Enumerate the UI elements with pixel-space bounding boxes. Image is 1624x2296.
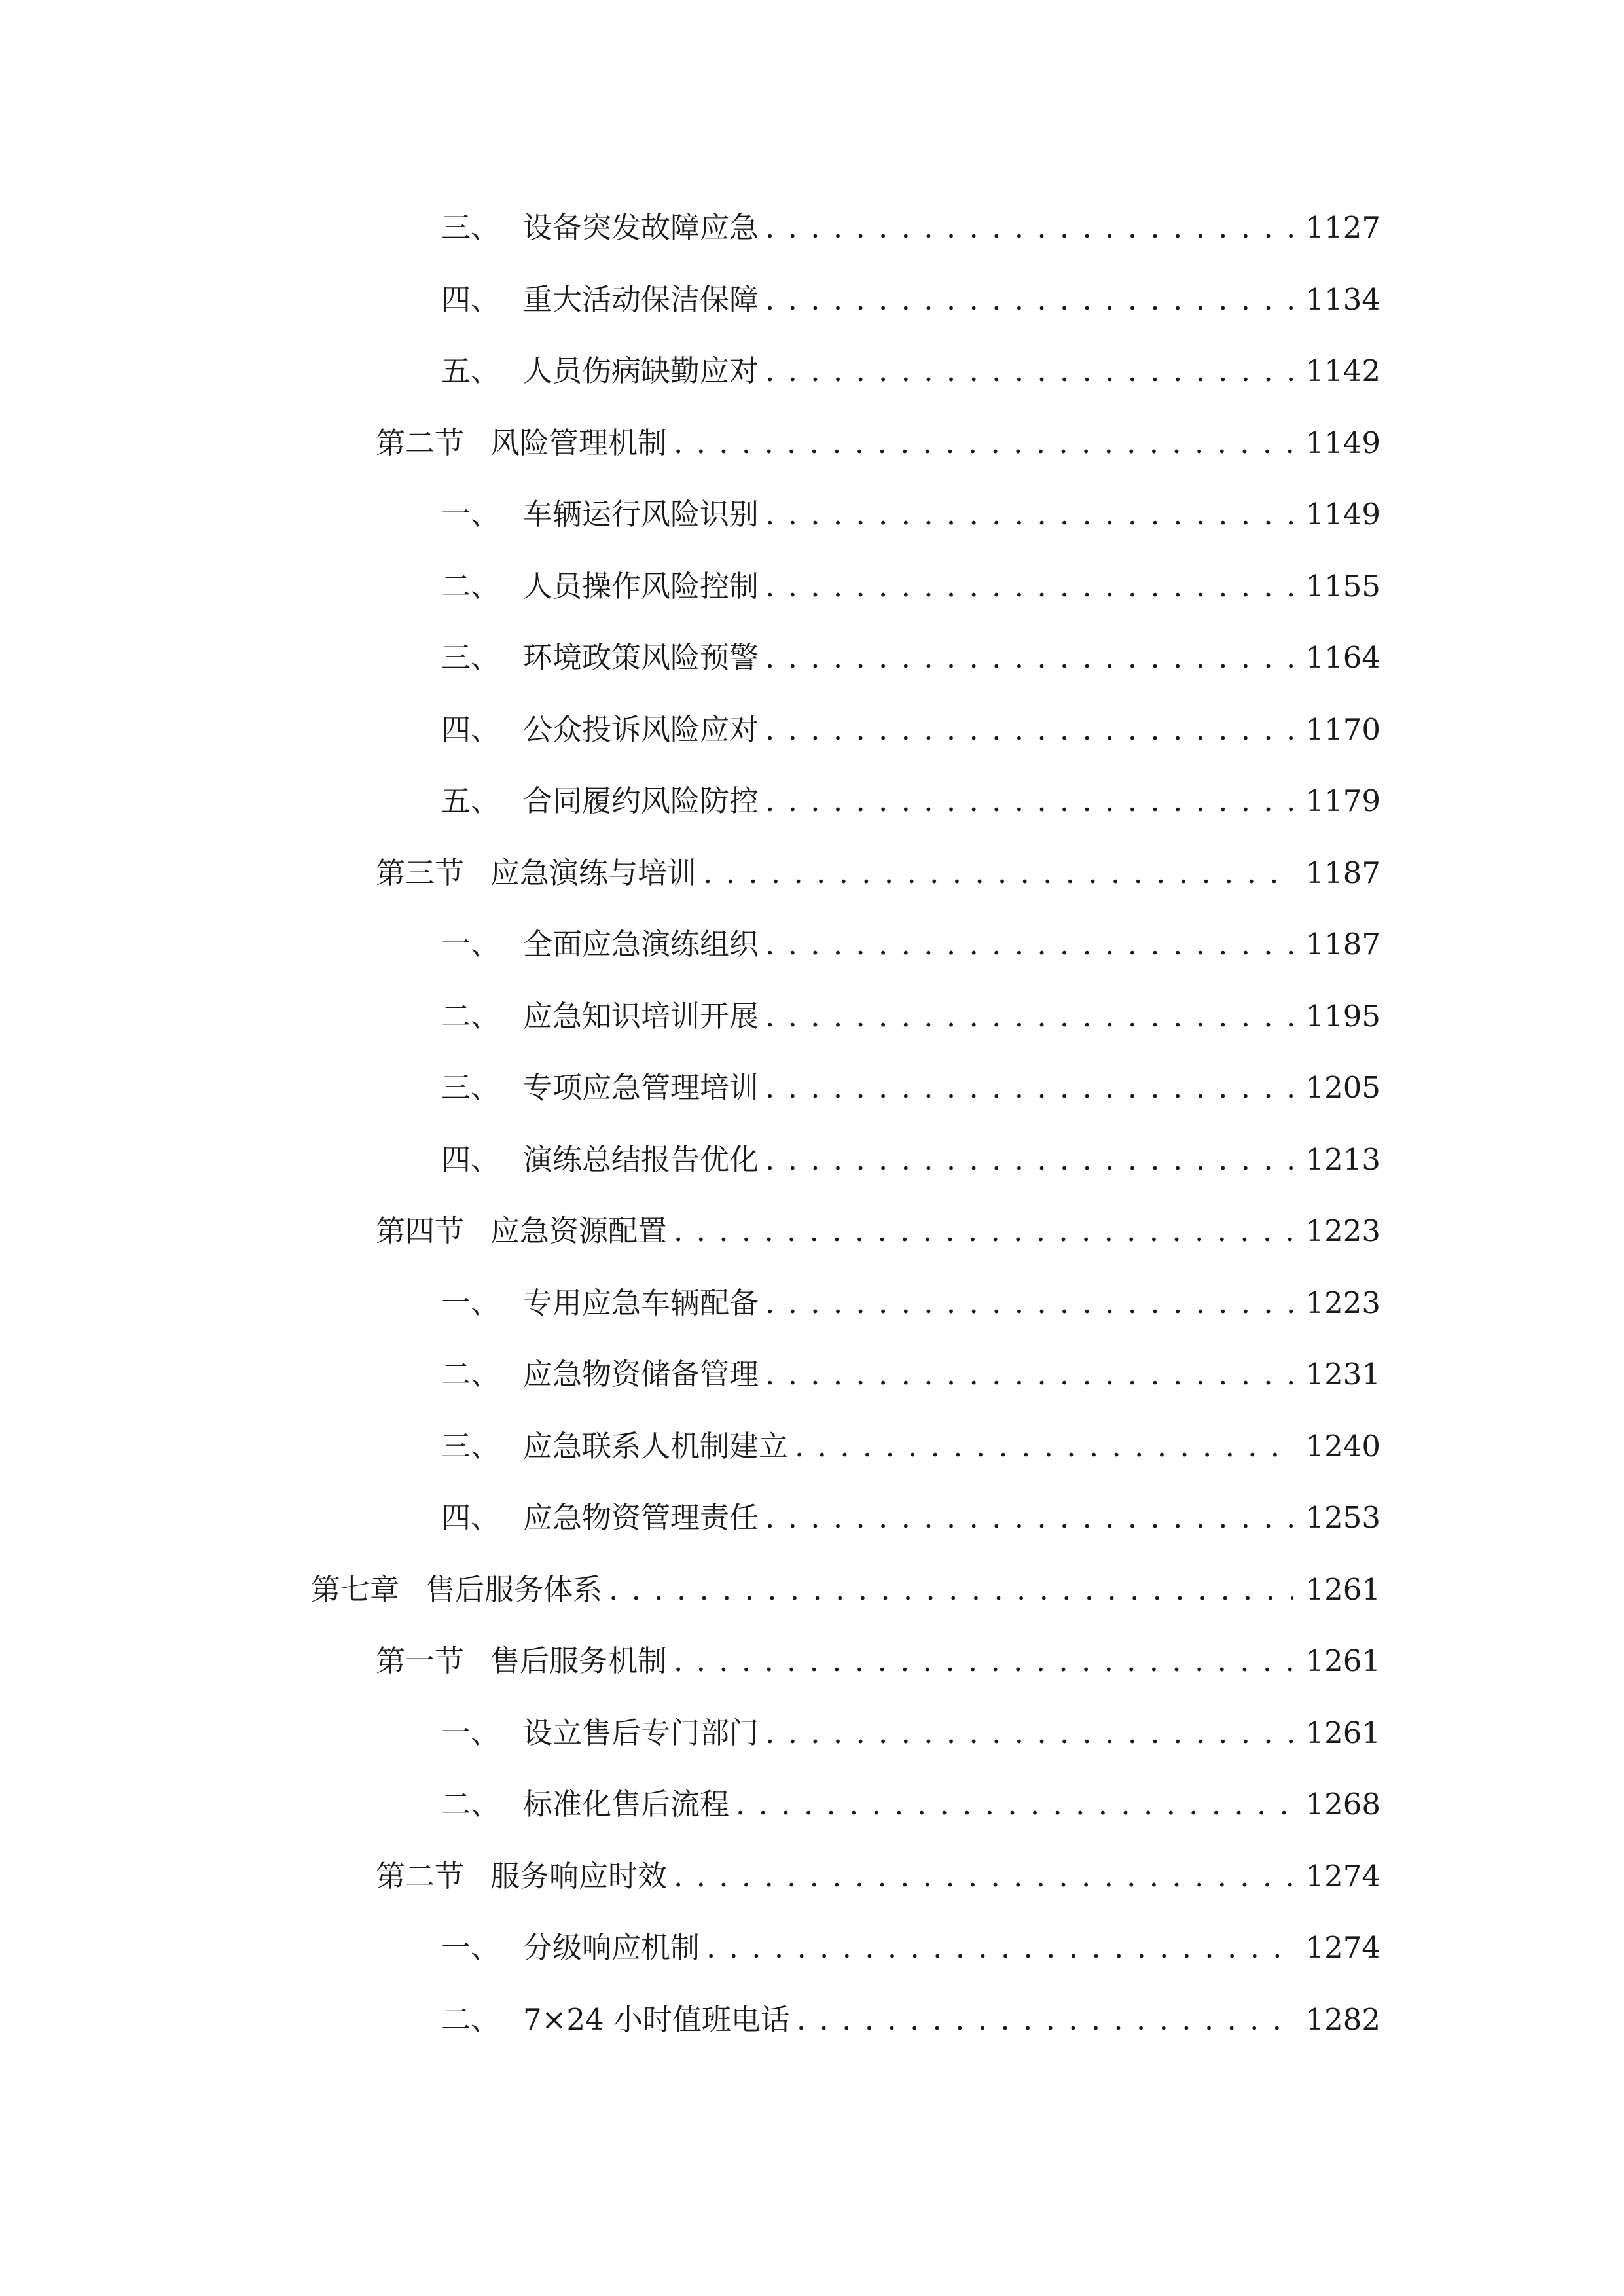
toc-dot-leader: [765, 990, 1293, 1043]
toc-dot-leader: [674, 1850, 1293, 1903]
toc-entry-title: 售后服务体系: [425, 1572, 603, 1607]
toc-entry-number: 三、: [441, 210, 501, 245]
toc-dot-leader: [765, 202, 1293, 254]
toc-entry-title: 车辆运行风险识别: [523, 497, 759, 531]
toc-entry[interactable]: [441, 202, 1380, 254]
toc-entry-title: 服务响应时效: [490, 1859, 668, 1893]
toc-entry-title: 应急物资储备管理: [523, 1357, 759, 1391]
toc-entry-number: 四、: [441, 1142, 501, 1177]
toc-entry-number: 五、: [441, 353, 501, 388]
toc-entry-title: 专项应急管理培训: [523, 1070, 759, 1105]
toc-entry[interactable]: [441, 1062, 1380, 1114]
toc-entry-title: 人员操作风险控制: [523, 569, 759, 603]
toc-entry-number: 一、: [441, 497, 501, 531]
toc-dot-leader: [765, 632, 1293, 684]
toc-dot-leader: [765, 1062, 1293, 1114]
toc-entry[interactable]: [441, 632, 1380, 684]
toc-entry-number: 一、: [441, 1715, 501, 1750]
toc-entry-page: 1155: [1305, 569, 1380, 603]
toc-entry-page: 1127: [1305, 210, 1380, 245]
toc-entry[interactable]: [376, 847, 1380, 899]
toc-dot-leader: [797, 1994, 1294, 2046]
toc-dot-leader: [609, 1564, 1293, 1616]
toc-entry-title: 人员伤病缺勤应对: [523, 353, 759, 388]
toc-entry-title: 专用应急车辆配备: [523, 1285, 759, 1320]
toc-entry-number: 五、: [441, 783, 501, 818]
toc-entry-page: 1134: [1305, 282, 1380, 317]
toc-entry[interactable]: [441, 488, 1380, 541]
toc-entry-title: 应急资源配置: [490, 1213, 668, 1248]
toc-entry-number: 一、: [441, 1285, 501, 1320]
toc-entry-title: 全面应急演练组织: [523, 927, 759, 961]
toc-entry-title: 设立售后专门部门: [523, 1715, 759, 1750]
toc-entry-page: 1187: [1305, 855, 1380, 890]
toc-dot-leader: [795, 1420, 1293, 1473]
toc-entry-page: 1205: [1305, 1070, 1380, 1105]
toc-entry-title: 公众投诉风险应对: [523, 712, 759, 747]
toc-dot-leader: [674, 417, 1293, 469]
toc-entry-number: 二、: [441, 2002, 501, 2037]
toc-entry-page: 1195: [1305, 999, 1380, 1033]
toc-entry-number: 第二节: [376, 1859, 465, 1893]
toc-entry[interactable]: [376, 1205, 1380, 1257]
toc-entry[interactable]: [311, 1564, 1380, 1616]
toc-entry-number: 三、: [441, 1070, 501, 1105]
toc-entry-title: 7×24 小时值班电话: [523, 2002, 790, 2037]
toc-entry-title: 应急知识培训开展: [523, 999, 759, 1033]
toc-dot-leader: [765, 274, 1293, 326]
toc-entry-number: 一、: [441, 927, 501, 961]
toc-entry-title: 风险管理机制: [490, 425, 668, 460]
toc-entry-page: 1268: [1305, 1787, 1380, 1821]
toc-entry-number: 二、: [441, 569, 501, 603]
toc-dot-leader: [706, 1922, 1293, 1974]
toc-entry-title: 售后服务机制: [490, 1643, 668, 1678]
toc-entry-page: 1223: [1305, 1213, 1380, 1248]
toc-entry-number: 第一节: [376, 1643, 465, 1678]
toc-entry-page: 1164: [1305, 640, 1380, 675]
toc-entry-page: 1282: [1305, 2002, 1380, 2037]
toc-entry-page: 1231: [1305, 1357, 1380, 1391]
toc-dot-leader: [765, 1134, 1293, 1186]
toc-entry-number: 三、: [441, 640, 501, 675]
toc-dot-leader: [765, 488, 1293, 541]
toc-entry[interactable]: [441, 1348, 1380, 1401]
toc-entry-title: 应急演练与培训: [490, 855, 697, 890]
toc-dot-leader: [765, 1277, 1293, 1329]
toc-entry-title: 应急物资管理责任: [523, 1500, 759, 1535]
toc-dot-leader: [765, 1492, 1293, 1544]
toc-entry[interactable]: [441, 1707, 1380, 1759]
toc-entry-number: 二、: [441, 1357, 501, 1391]
toc-dot-leader: [765, 775, 1293, 827]
toc-dot-leader: [674, 1635, 1293, 1687]
toc-entry-page: 1149: [1305, 497, 1380, 531]
toc-entry-number: 第四节: [376, 1213, 465, 1248]
toc-dot-leader: [703, 847, 1293, 899]
toc-entry-page: 1274: [1305, 1859, 1380, 1893]
toc-entry-page: 1170: [1305, 712, 1380, 747]
toc-entry-page: 1240: [1305, 1429, 1380, 1463]
toc-entry-title: 环境政策风险预警: [523, 640, 759, 675]
toc-entry[interactable]: [441, 560, 1380, 613]
toc-entry-title: 合同履约风险防控: [523, 783, 759, 818]
toc-entry-number: 四、: [441, 282, 501, 317]
toc-entry[interactable]: [376, 1635, 1380, 1687]
toc-entry-title: 应急联系人机制建立: [523, 1429, 789, 1463]
toc-dot-leader: [674, 1205, 1293, 1257]
toc-entry[interactable]: [441, 990, 1380, 1043]
toc-entry[interactable]: [376, 417, 1380, 469]
toc-entry-page: 1179: [1305, 783, 1380, 818]
toc-entry-number: 三、: [441, 1429, 501, 1463]
toc-entry-number: 四、: [441, 712, 501, 747]
toc-entry-title: 标准化售后流程: [523, 1787, 730, 1821]
toc-entry-page: 1149: [1305, 425, 1380, 460]
toc-entry-title: 设备突发故障应急: [523, 210, 759, 245]
toc-entry-title: 重大活动保洁保障: [523, 282, 759, 317]
toc-entry-number: 四、: [441, 1500, 501, 1535]
toc-entry-page: 1274: [1305, 1930, 1380, 1965]
toc-entry-title: 分级响应机制: [523, 1930, 700, 1965]
toc-entry-page: 1261: [1305, 1572, 1380, 1607]
toc-entry-page: 1261: [1305, 1643, 1380, 1678]
toc-entry[interactable]: [441, 1922, 1380, 1974]
toc-entry[interactable]: [441, 1994, 1380, 2046]
toc-entry[interactable]: [441, 1420, 1380, 1473]
toc-entry[interactable]: [441, 345, 1380, 397]
toc-dot-leader: [765, 704, 1293, 756]
toc-entry[interactable]: [376, 1850, 1380, 1903]
toc-entry-page: 1223: [1305, 1285, 1380, 1320]
toc-entry-number: 第二节: [376, 425, 465, 460]
toc-dot-leader: [736, 1778, 1293, 1831]
toc-entry[interactable]: [441, 775, 1380, 827]
toc-dot-leader: [765, 1348, 1293, 1401]
toc-entry-number: 二、: [441, 1787, 501, 1821]
toc-entry-number: 一、: [441, 1930, 501, 1965]
toc-entry-number: 第三节: [376, 855, 465, 890]
toc-entry[interactable]: [441, 918, 1380, 971]
toc-dot-leader: [765, 918, 1293, 971]
toc-dot-leader: [765, 560, 1293, 613]
toc-entry-title: 演练总结报告优化: [523, 1142, 759, 1177]
toc-entry-page: 1213: [1305, 1142, 1380, 1177]
toc-entry-number: 二、: [441, 999, 501, 1033]
toc-entry-page: 1142: [1305, 353, 1380, 388]
toc-entry-page: 1253: [1305, 1500, 1380, 1535]
toc-entry[interactable]: [441, 1277, 1380, 1329]
toc-entry-page: 1187: [1305, 927, 1380, 961]
toc-dot-leader: [765, 1707, 1293, 1759]
toc-entry[interactable]: [441, 274, 1380, 326]
toc-entry-page: 1261: [1305, 1715, 1380, 1750]
toc-dot-leader: [765, 345, 1293, 397]
toc-entry[interactable]: [441, 1134, 1380, 1186]
toc-entry[interactable]: [441, 704, 1380, 756]
toc-entry[interactable]: [441, 1778, 1380, 1831]
toc-entry[interactable]: [441, 1492, 1380, 1544]
toc-entry-number: 第七章: [311, 1572, 400, 1607]
